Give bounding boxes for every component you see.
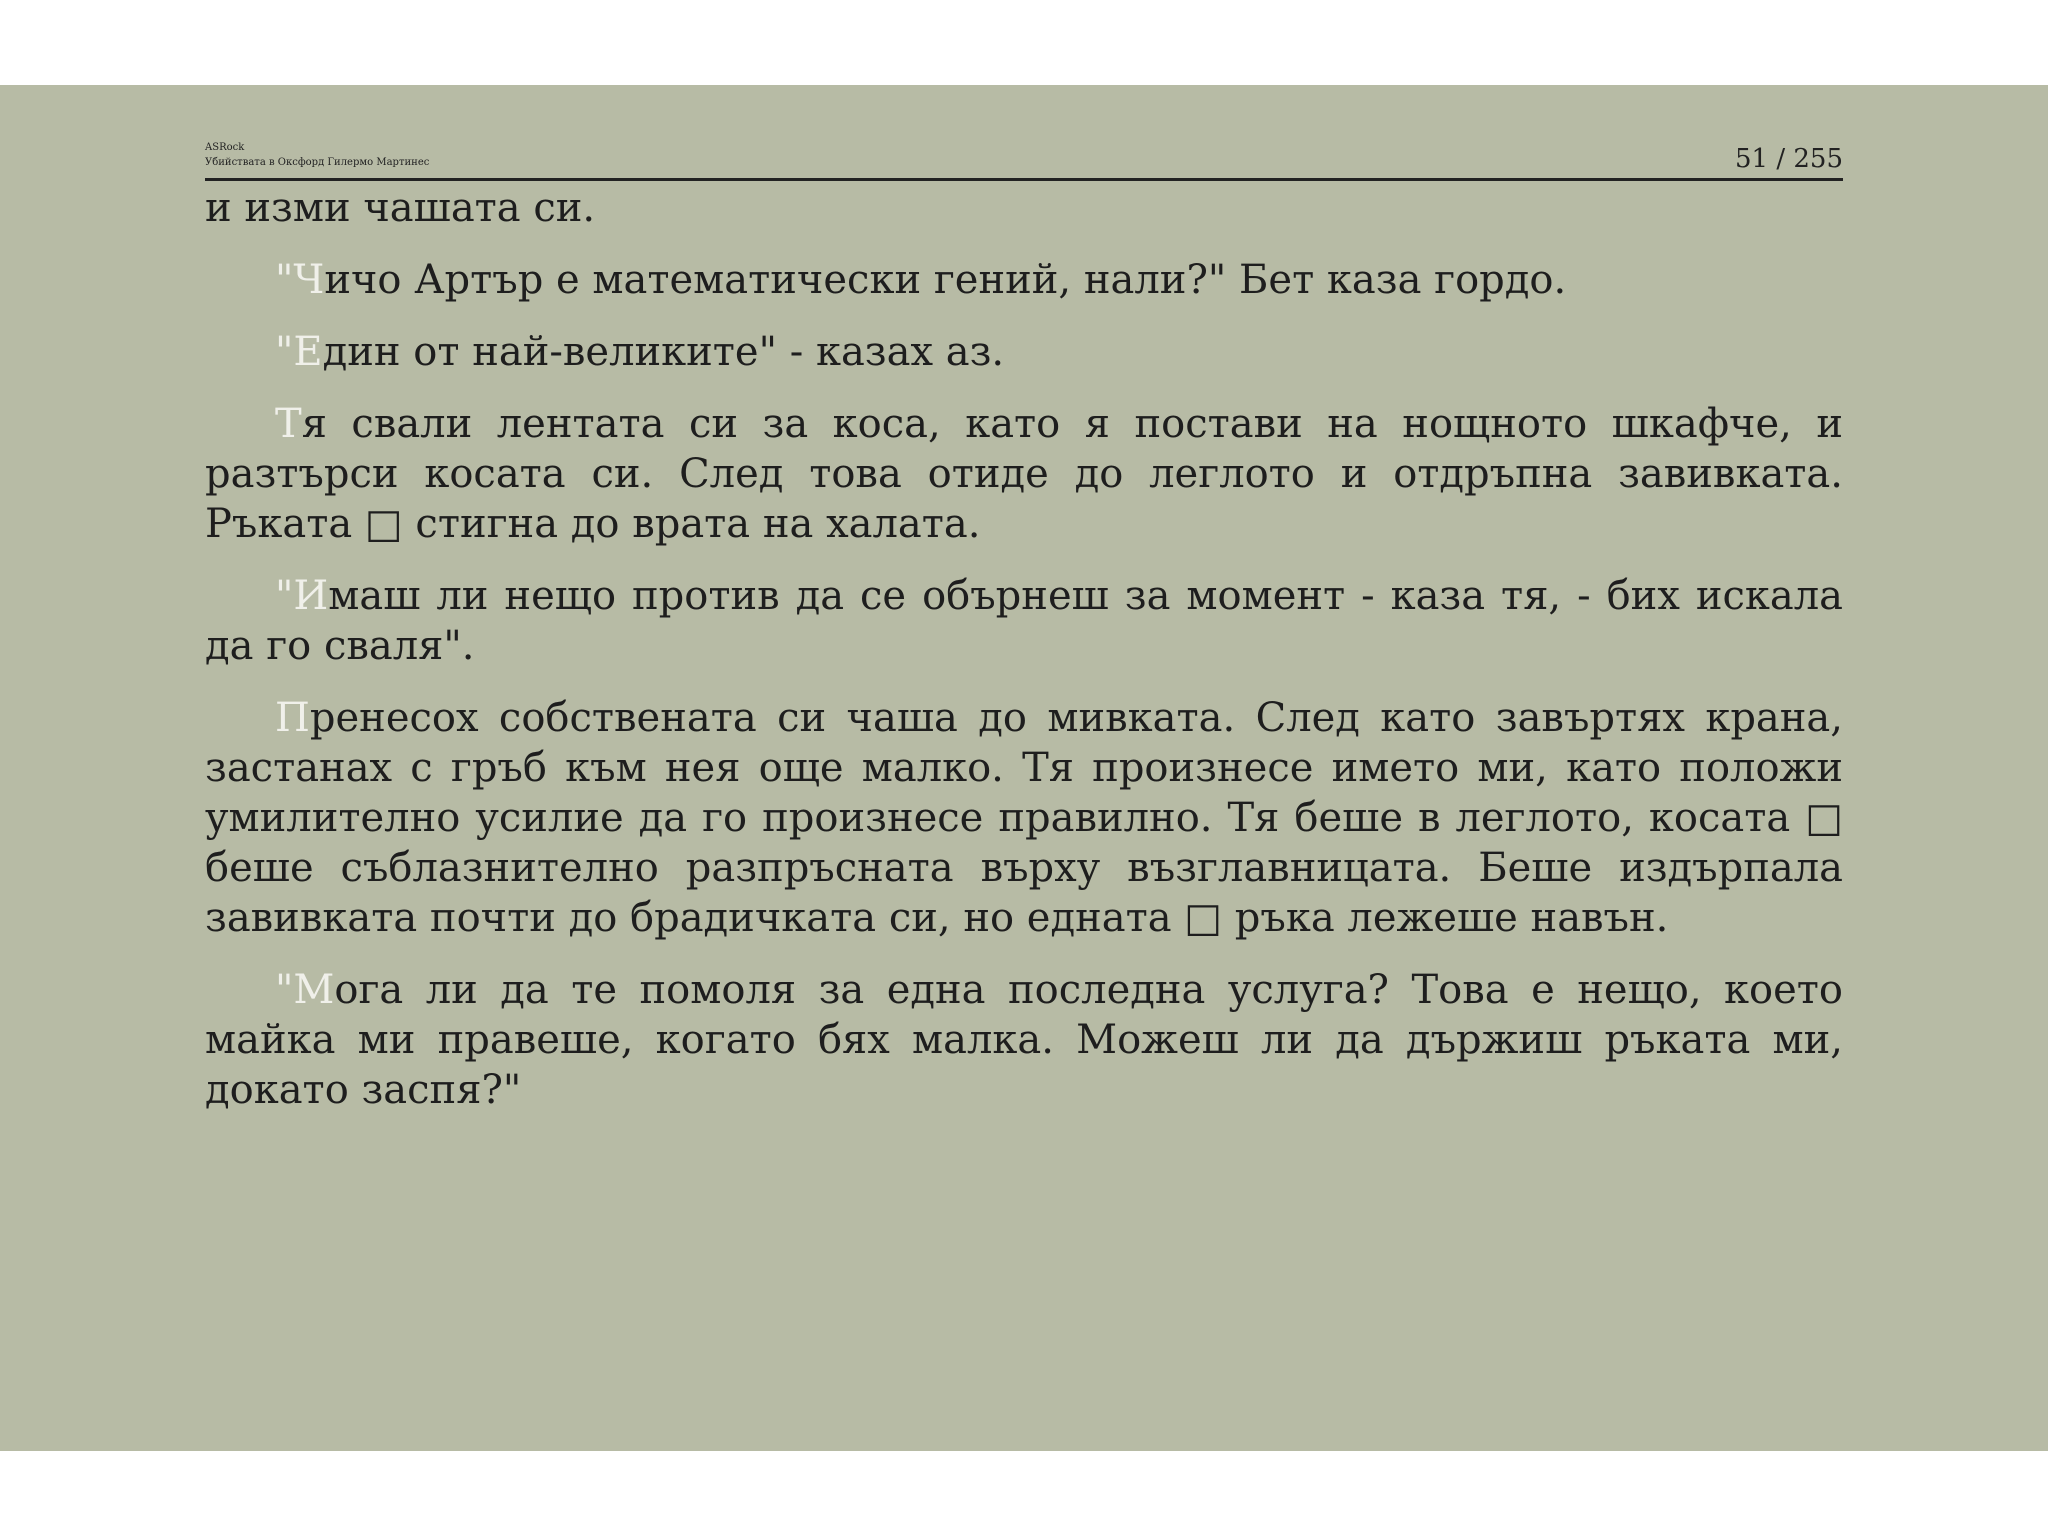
paragraph-text: я свали лентата си за коса, като я постави на нощното шкафче, и разтърси косата си. След това отиде до леглото и отдръпна завивката. Ръката □ стигна до врата на халата. (205, 401, 1843, 547)
book-text (205, 183, 1843, 1137)
drop-cap: "И (275, 573, 329, 619)
paragraph-text: ренесох собствената си чаша до мивката. След като завъртях крана, застанах с гръб към нея още малко. Тя произнесе името ми, като положи умилително усилие да го произнесе правилно. Тя беше в леглото, косата □ беше съблазнително разпръсната върху възглавницата. Беше издърпала завивката почти до брадичката си, но едната □ ръка лежеше навън. (205, 695, 1843, 941)
paragraph (205, 255, 1843, 305)
book-title: Убийствата в Оксфорд Гилермо Мартинес (205, 157, 430, 168)
drop-cap: "Е (275, 329, 323, 375)
paragraph-text: ога ли да те помоля за една последна услуга? Това е нещо, което майка ми правеше, когато бях малка. Можеш ли да държиш ръката ми, докато заспя?" (205, 967, 1843, 1113)
paragraph (205, 965, 1843, 1115)
drop-cap: "Ч (275, 257, 325, 303)
reader-header (205, 138, 1843, 181)
page-indicator: 51 / 255 (1735, 144, 1843, 174)
paragraph (205, 399, 1843, 549)
drop-cap: "М (275, 967, 335, 1013)
paragraph (205, 693, 1843, 943)
paragraph-text: ичо Артър е математически гений, нали?" Бет каза гордо. (324, 257, 1567, 303)
paragraph (205, 571, 1843, 671)
paragraph-text: маш ли нещо против да се обърнеш за момент - каза тя, - бих искала да го сваля". (205, 573, 1843, 669)
paragraph-text: дин от най-великите" - казах аз. (322, 329, 1005, 375)
drop-cap: П (275, 695, 310, 741)
app-name: ASRock (205, 142, 245, 153)
paragraph-text: и изми чашата си. (205, 185, 596, 231)
drop-cap: Т (275, 401, 302, 447)
paragraph (205, 183, 1843, 233)
paragraph (205, 327, 1843, 377)
header-info (205, 140, 429, 170)
